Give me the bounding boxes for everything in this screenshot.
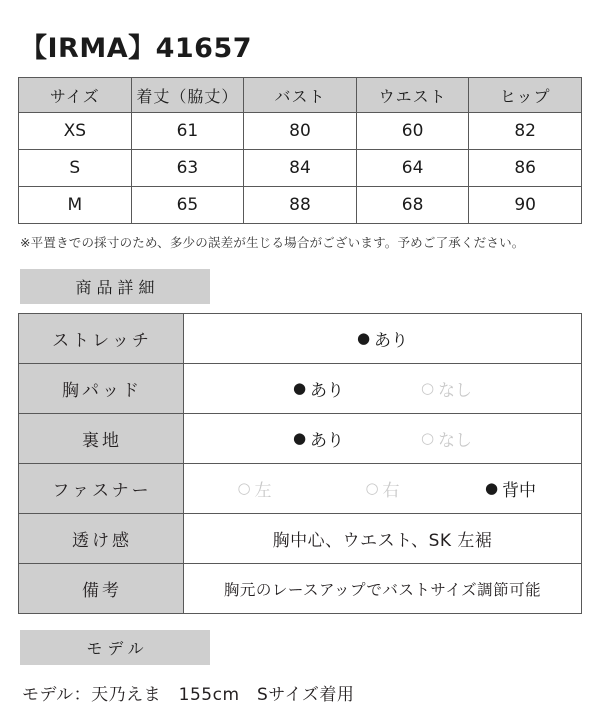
table-header-row (19, 78, 582, 113)
cell-length: 63 (131, 150, 244, 187)
row-value-bust-pad (184, 364, 582, 414)
model-info-text: モデル：天乃えま 155cm Sサイズ着用 (22, 685, 355, 705)
cell-size: M (19, 187, 132, 224)
option-group (190, 376, 575, 401)
cell-size: S (19, 150, 132, 187)
length-col-header: 着丈（脇丈） (131, 78, 244, 113)
row-value-lining (184, 414, 582, 464)
hip-col-header: ヒップ (469, 78, 582, 113)
empty-circle-icon: ○ (420, 379, 435, 397)
cell-hip: 86 (469, 150, 582, 187)
option-zipper-right (319, 476, 447, 501)
detail-table-body (19, 314, 582, 614)
table-row (19, 150, 582, 187)
detail-section-heading: 商品詳細 (20, 269, 210, 304)
option-lining-ari (255, 426, 383, 451)
cell-hip: 90 (469, 187, 582, 224)
table-row (19, 464, 582, 514)
cell-bust: 88 (244, 187, 357, 224)
table-row (19, 514, 582, 564)
detail-table (18, 313, 582, 614)
row-label-stretch: ストレッチ (19, 314, 184, 364)
option-label: なし (438, 381, 473, 401)
model-section-heading: モデル (20, 630, 210, 665)
option-group (190, 326, 575, 351)
table-row (19, 364, 582, 414)
filled-circle-icon: ● (292, 379, 307, 397)
size-col-header: サイズ (19, 78, 132, 113)
filled-circle-icon: ● (356, 329, 371, 347)
cell-waist: 60 (356, 113, 469, 150)
option-label: あり (374, 331, 409, 351)
size-table-body (19, 113, 582, 224)
option-group (190, 426, 575, 451)
option-stretch-ari (319, 326, 447, 351)
option-label: あり (310, 431, 345, 451)
cell-hip: 82 (469, 113, 582, 150)
option-label: あり (310, 381, 345, 401)
empty-circle-icon: ○ (420, 429, 435, 447)
option-label: 右 (382, 481, 400, 501)
row-value-sheerness (184, 514, 582, 564)
option-zipper-left (191, 476, 319, 501)
row-label-bust-pad: 胸パッド (19, 364, 184, 414)
size-table-header (19, 78, 582, 113)
remarks-text: 胸元のレースアップでバストサイズ調節可能 (223, 580, 542, 599)
option-pad-nashi (383, 376, 511, 401)
cell-length: 61 (131, 113, 244, 150)
waist-col-header: ウエスト (356, 78, 469, 113)
table-row (19, 187, 582, 224)
cell-waist: 64 (356, 150, 469, 187)
option-group (190, 476, 575, 501)
row-value-zipper (184, 464, 582, 514)
bust-col-header: バスト (244, 78, 357, 113)
cell-waist: 68 (356, 187, 469, 224)
cell-size: XS (19, 113, 132, 150)
row-label-sheerness: 透け感 (19, 514, 184, 564)
empty-circle-icon: ○ (365, 479, 379, 497)
cell-bust: 80 (244, 113, 357, 150)
table-row (19, 564, 582, 614)
row-label-lining: 裏地 (19, 414, 184, 464)
row-label-remarks: 備考 (19, 564, 184, 614)
page-title: 【IRMA】41657 (20, 33, 253, 64)
option-zipper-back (447, 476, 575, 501)
cell-length: 65 (131, 187, 244, 224)
measurement-note: ※平置きでの採寸のため、多少の誤差が生じる場合がございます。予めご了承ください。 (20, 235, 525, 250)
row-value-stretch (184, 314, 582, 364)
option-label: 左 (254, 481, 272, 501)
filled-circle-icon: ● (292, 429, 307, 447)
cell-bust: 84 (244, 150, 357, 187)
empty-circle-icon: ○ (237, 479, 251, 497)
option-label: なし (438, 431, 473, 451)
filled-circle-icon: ● (484, 479, 499, 497)
row-label-zipper: ファスナー (19, 464, 184, 514)
table-row (19, 113, 582, 150)
option-lining-nashi (383, 426, 511, 451)
sheerness-text: 胸中心、ウエスト、SK 左裾 (272, 531, 493, 551)
row-value-remarks (184, 564, 582, 614)
table-row (19, 414, 582, 464)
size-table (18, 77, 582, 224)
table-row (19, 314, 582, 364)
option-label: 背中 (502, 481, 537, 501)
option-pad-ari (255, 376, 383, 401)
